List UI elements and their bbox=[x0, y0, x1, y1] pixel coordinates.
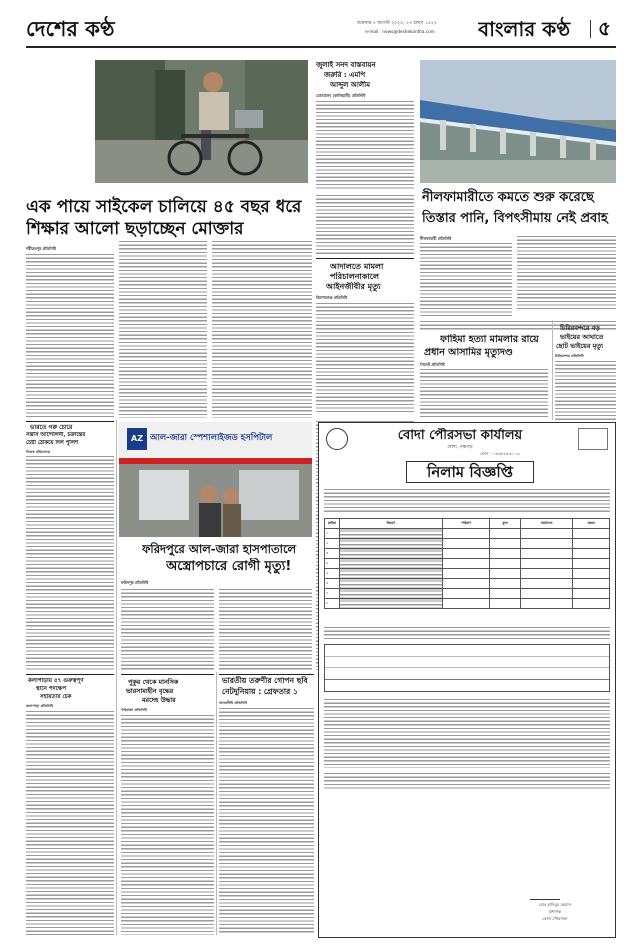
hospital-sign-badge: AZ bbox=[131, 434, 143, 443]
story1-body-col3 bbox=[212, 240, 312, 418]
col-remarks: মন্তব্য bbox=[573, 519, 610, 529]
notice-table-2 bbox=[324, 644, 610, 692]
story6-byline: চিরিরবন্দর প্রতিনিধি bbox=[555, 354, 584, 358]
story11-byline: আদমদীঘি প্রতিনিধি bbox=[219, 701, 248, 705]
notice-seal bbox=[326, 428, 348, 450]
hospital-sign-text: আল-জারা স্পেশালাইজড হসপিটাল bbox=[150, 433, 273, 443]
cell bbox=[443, 539, 490, 549]
table-row bbox=[325, 599, 610, 609]
cell bbox=[520, 539, 572, 549]
story8-body-col2 bbox=[219, 588, 312, 670]
column-divider bbox=[216, 672, 217, 935]
cell bbox=[573, 539, 610, 549]
cell bbox=[490, 529, 521, 539]
story8-headline-line1: ফরিদপুরে আল-জারা হাসপাতালে bbox=[142, 542, 297, 556]
notice-signature bbox=[530, 890, 560, 900]
story9-body bbox=[26, 710, 114, 935]
story5-byline: সিলেট প্রতিনিধি bbox=[420, 362, 445, 367]
cell bbox=[573, 599, 610, 609]
story1-byline: শরীয়তপুর প্রতিনিধি bbox=[26, 246, 56, 251]
cell bbox=[490, 599, 521, 609]
cell bbox=[443, 579, 490, 589]
story4-headline-line3: আইনজীবীর মৃত্যু bbox=[326, 282, 381, 291]
masthead-date: শুক্রবার ৭ আগস্ট ২০২০, ২৩ শ্রাবণ ১৪২৭ bbox=[357, 21, 437, 26]
cell bbox=[520, 529, 572, 539]
story2-body-cont bbox=[316, 194, 414, 254]
story10-byline: গাইবান্ধা প্রতিনিধি bbox=[121, 708, 148, 712]
story1-body-col2 bbox=[119, 240, 207, 418]
cell bbox=[490, 579, 521, 589]
cell bbox=[443, 569, 490, 579]
masthead-right-title: বাংলার কণ্ঠ bbox=[478, 17, 571, 41]
cell bbox=[490, 559, 521, 569]
cell bbox=[520, 569, 572, 579]
cell-description bbox=[340, 559, 443, 569]
story4-byline: কিশোরগঞ্জ প্রতিনিধি bbox=[316, 295, 348, 300]
story1-headline: এক পায়ে সাইকেল চালিয়ে ৪৫ বছর ধরে শিক্ষার আলো ছড়াচ্ছেন মোক্তার bbox=[26, 197, 302, 239]
notice-title: নিলাম বিজ্ঞপ্তি bbox=[427, 463, 513, 481]
notice-table-header bbox=[325, 519, 610, 529]
story3-body-col1 bbox=[420, 242, 512, 318]
notice-office-sub: বোদা, পঞ্চগড় bbox=[447, 445, 473, 450]
story6-headline-line3: ছোট ভাইয়ের মৃত্যু bbox=[556, 342, 604, 350]
bicycle-photo bbox=[95, 60, 308, 183]
story10-headline-line3: মরদেহ উদ্ধার bbox=[142, 696, 176, 704]
cell-description bbox=[340, 579, 443, 589]
cell bbox=[573, 569, 610, 579]
table-row bbox=[325, 569, 610, 579]
story5-headline-line2: প্রধান আসামির মৃত্যুদণ্ড bbox=[424, 347, 513, 358]
column-divider bbox=[116, 420, 117, 935]
story3-byline: নীলফামারী প্রতিনিধি bbox=[420, 236, 452, 241]
cell bbox=[573, 549, 610, 559]
story10-headline-line1: পুকুর থেকে মানসিক bbox=[128, 678, 179, 686]
notice-terms-c bbox=[324, 772, 610, 790]
column-divider bbox=[552, 320, 553, 420]
notice-terms-b bbox=[324, 698, 610, 768]
notice-office: বোদা পৌরসভা কার্যালয় bbox=[397, 428, 523, 443]
story6-headline-line1: চিরিরবন্দরে বড় bbox=[560, 324, 600, 332]
cell-serial: ৪ bbox=[325, 559, 340, 569]
cell-serial: ২ bbox=[325, 539, 340, 549]
story8-body-col1 bbox=[121, 588, 214, 670]
cell bbox=[443, 529, 490, 539]
cell-serial: ৮ bbox=[325, 599, 340, 609]
cell bbox=[573, 529, 610, 539]
cell-description bbox=[340, 569, 443, 579]
notice-intro bbox=[324, 488, 610, 514]
cell bbox=[520, 599, 572, 609]
table-row bbox=[325, 559, 610, 569]
cell-description bbox=[340, 539, 443, 549]
cell-description bbox=[340, 589, 443, 599]
story4-rule bbox=[316, 258, 414, 259]
story10-rule bbox=[121, 674, 214, 675]
story4-headline-line2: পরিচালনাকালে bbox=[330, 272, 379, 281]
story7-body bbox=[26, 455, 114, 670]
cell bbox=[573, 559, 610, 569]
story9-headline-line1: কলাপাড়ায় ৫৭ গুরুত্বপূর্ণ bbox=[28, 678, 84, 684]
cell bbox=[520, 549, 572, 559]
cell-serial: ৭ bbox=[325, 589, 340, 599]
story6-headline-line2: ভাইয়ের আঘাতে bbox=[560, 333, 604, 341]
table-row bbox=[325, 529, 610, 539]
story4-body bbox=[316, 302, 414, 414]
story11-rule bbox=[219, 674, 314, 675]
story5-body bbox=[420, 368, 548, 418]
notice-signatory-office: বোদা পৌরসভা bbox=[542, 916, 568, 921]
story2-byline: মোতালেব (কালিহাতী) প্রতিনিধি bbox=[316, 93, 366, 98]
story2-headline-line2: জরুরি : এমপি bbox=[324, 71, 366, 79]
cell bbox=[490, 549, 521, 559]
notice-logo bbox=[578, 428, 608, 450]
story11-headline-line2: নেটদুনিয়ায় : গ্রেফতার ১ bbox=[222, 687, 298, 696]
col-description: বিবরণ bbox=[340, 519, 443, 529]
masthead-left-title: দেশের কণ্ঠ bbox=[26, 17, 115, 41]
story9-headline-line2: স্থানে পদক্ষেপ bbox=[36, 686, 67, 692]
col-deposit: জামানত bbox=[520, 519, 572, 529]
story2-headline-line3: আব্দুল আলীম bbox=[330, 81, 371, 89]
story9-rule bbox=[26, 674, 114, 675]
story4-headline-line1: আদালতে মামলা bbox=[330, 262, 384, 271]
notice-phone: ফোন : ০৫৬৮৮৫৬০০৯ bbox=[480, 451, 520, 456]
river-bridge-photo bbox=[420, 60, 616, 183]
cell-serial: ৬ bbox=[325, 579, 340, 589]
table-row bbox=[325, 579, 610, 589]
story10-body bbox=[121, 714, 214, 935]
story7-headline-line3: চেষ্টা ঠেকিয়ে দিল পুলিশ bbox=[26, 440, 79, 446]
cell-description bbox=[340, 599, 443, 609]
masthead-divider bbox=[590, 20, 591, 38]
notice-terms-a bbox=[324, 626, 610, 640]
story7-byline: নিজস্ব প্রতিবেদক bbox=[26, 450, 51, 454]
cell-description bbox=[340, 549, 443, 559]
cell bbox=[520, 559, 572, 569]
masthead-email[interactable]: e-mail : news@deshekantha.com bbox=[365, 29, 435, 34]
cell-description bbox=[340, 529, 443, 539]
cell bbox=[573, 589, 610, 599]
page-number: ৫ bbox=[598, 16, 611, 40]
col-quantity: পরিমাণ bbox=[443, 519, 490, 529]
story5-headline-line1: ফাহিমা হত্যা মামলার রায়ে bbox=[440, 334, 539, 345]
cell bbox=[443, 599, 490, 609]
story1-body-col1 bbox=[26, 253, 114, 418]
story11-headline-line1: ভারতীয় তরুণীর গোপন ছবি bbox=[222, 676, 308, 685]
story3-body-col2 bbox=[517, 235, 616, 310]
story11-body bbox=[219, 707, 314, 935]
cell-serial: ৫ bbox=[325, 569, 340, 579]
story3-headline-line2: তিস্তার পানি, বিপৎসীমায় নেই প্রবাহ bbox=[422, 211, 608, 226]
notice-signatory-title: প্রশাসক bbox=[548, 909, 562, 914]
col-serial: ক্রমিক bbox=[325, 519, 340, 529]
cell-serial: ১ bbox=[325, 529, 340, 539]
table-row bbox=[325, 549, 610, 559]
cell bbox=[490, 569, 521, 579]
cell bbox=[520, 589, 572, 599]
story7-headline-line2: সন্ত্রাস আন্দোলনী, চক্রান্তের bbox=[26, 432, 86, 438]
story8-headline-line2: অস্ত্রোপচারে রোগী মৃত্যু! bbox=[166, 559, 292, 574]
story10-headline-line2: ভারসাম্যহীন বৃদ্ধের bbox=[126, 687, 174, 695]
cell bbox=[573, 579, 610, 589]
col-price: মূল্য bbox=[490, 519, 521, 529]
story3-headline-line1: নীলফামারীতে কমতে শুরু করেছে bbox=[422, 190, 594, 205]
cell-serial: ৩ bbox=[325, 549, 340, 559]
story9-headline-line3: সহায়তার চেক bbox=[40, 694, 72, 700]
cell bbox=[490, 539, 521, 549]
cell bbox=[520, 579, 572, 589]
story8-byline: ফরিদপুর প্রতিনিধি bbox=[121, 580, 149, 585]
story6-body bbox=[555, 360, 616, 420]
cell bbox=[443, 549, 490, 559]
notice-signatory-name: মোঃ হাবিবুর রহমান bbox=[538, 902, 572, 907]
notice-table bbox=[324, 518, 610, 609]
cell bbox=[443, 559, 490, 569]
story2-body bbox=[316, 100, 414, 190]
table-row bbox=[325, 539, 610, 549]
table-row bbox=[325, 589, 610, 599]
cell bbox=[443, 589, 490, 599]
story2-headline-line1: জুলাই সনদ বাস্তবায়ন bbox=[316, 61, 376, 69]
masthead-rule bbox=[26, 46, 616, 48]
story7-rule bbox=[26, 421, 114, 422]
story7-headline-line1: ভারতে গরু চোরে bbox=[30, 424, 73, 431]
story9-byline: কলাপাড়া প্রতিনিধি bbox=[26, 704, 54, 708]
cell bbox=[490, 589, 521, 599]
